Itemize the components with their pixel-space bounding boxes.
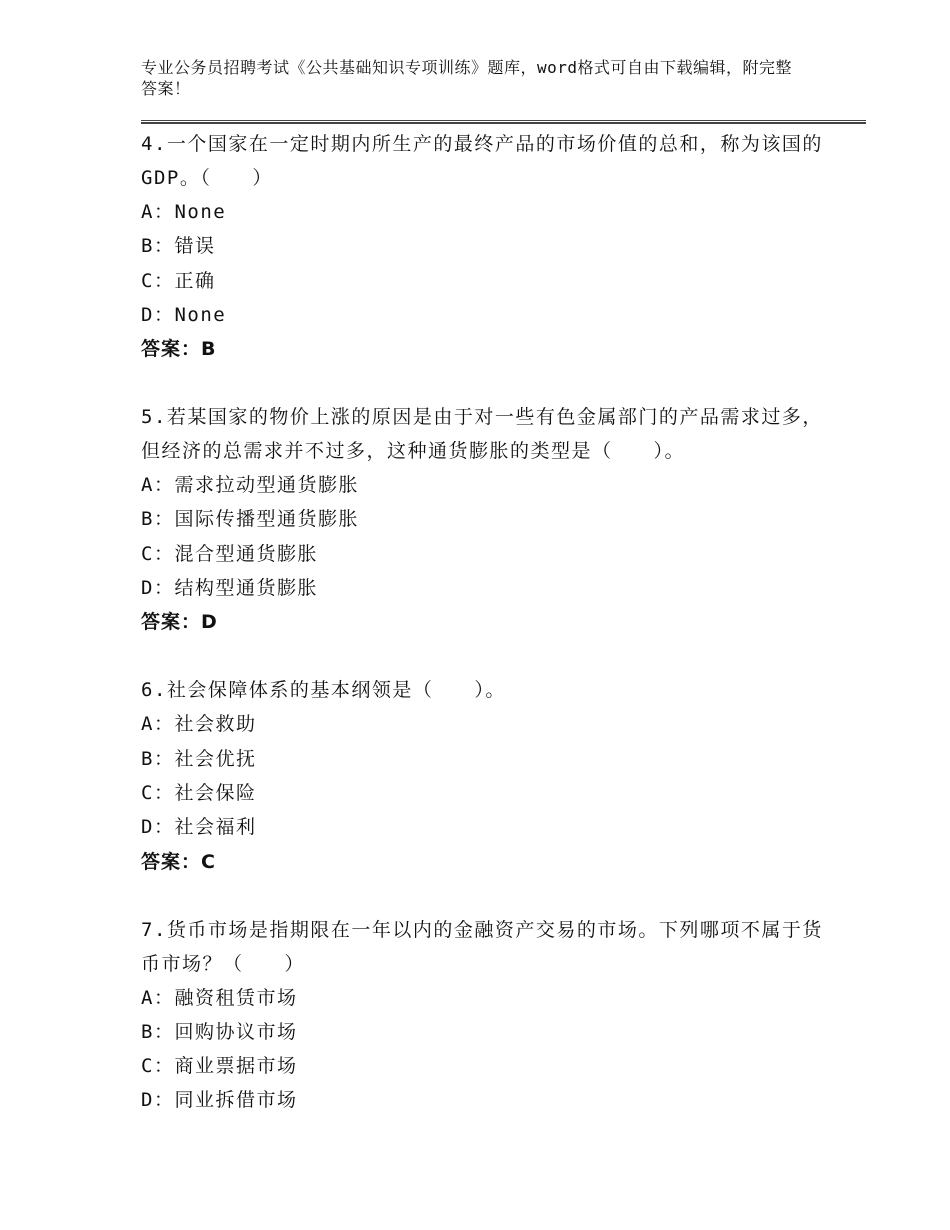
option-b: B：国际传播型通货膨胀 — [141, 508, 359, 531]
answer-key: 答案：C — [141, 850, 216, 873]
option-c: C：正确 — [141, 269, 216, 292]
option-b: B：社会优抚 — [141, 747, 257, 770]
option-a: A：社会救助 — [141, 713, 257, 736]
question-stem: 5.若某国家的物价上涨的原因是由于对一些有色金属部门的产品需求过多，但经济的总需求并不过多，这种通货膨胀的类型是（ ）。 — [141, 406, 823, 463]
question-5 — [141, 400, 841, 639]
spacer — [141, 639, 841, 673]
document-header: 专业公务员招聘考试《公共基础知识专项训练》题库，word格式可自由下载编辑，附完整答案！ — [141, 58, 793, 98]
option-d: D：社会福利 — [141, 816, 257, 839]
header-divider — [141, 120, 866, 124]
question-stem: 6.社会保障体系的基本纲领是（ ）。 — [141, 679, 506, 702]
answer-key: 答案：B — [141, 338, 217, 361]
option-d: D：同业拆借市场 — [141, 1089, 298, 1112]
option-b: B：回购协议市场 — [141, 1020, 298, 1043]
question-list — [141, 127, 841, 1118]
option-b: B：错误 — [141, 235, 216, 258]
question-7 — [141, 913, 841, 1118]
option-a: A：融资租赁市场 — [141, 986, 298, 1009]
spacer — [141, 366, 841, 400]
option-c: C：商业票据市场 — [141, 1055, 298, 1078]
option-d: D：None — [141, 303, 227, 326]
option-a: A：需求拉动型通货膨胀 — [141, 474, 359, 497]
question-stem: 7.货币市场是指期限在一年以内的金融资产交易的市场。下列哪项不属于货币市场？（ ） — [141, 918, 823, 975]
option-c: C：社会保险 — [141, 781, 257, 804]
option-d: D：结构型通货膨胀 — [141, 577, 318, 600]
answer-key: 答案：D — [141, 611, 218, 634]
option-a: A：None — [141, 201, 227, 223]
spacer — [141, 879, 841, 913]
question-stem: 4.一个国家在一定时期内所生产的最终产品的市场价值的总和，称为该国的GDP。（ ） — [141, 133, 823, 189]
option-c: C：混合型通货膨胀 — [141, 542, 318, 565]
question-4 — [141, 127, 841, 366]
question-6 — [141, 673, 841, 878]
